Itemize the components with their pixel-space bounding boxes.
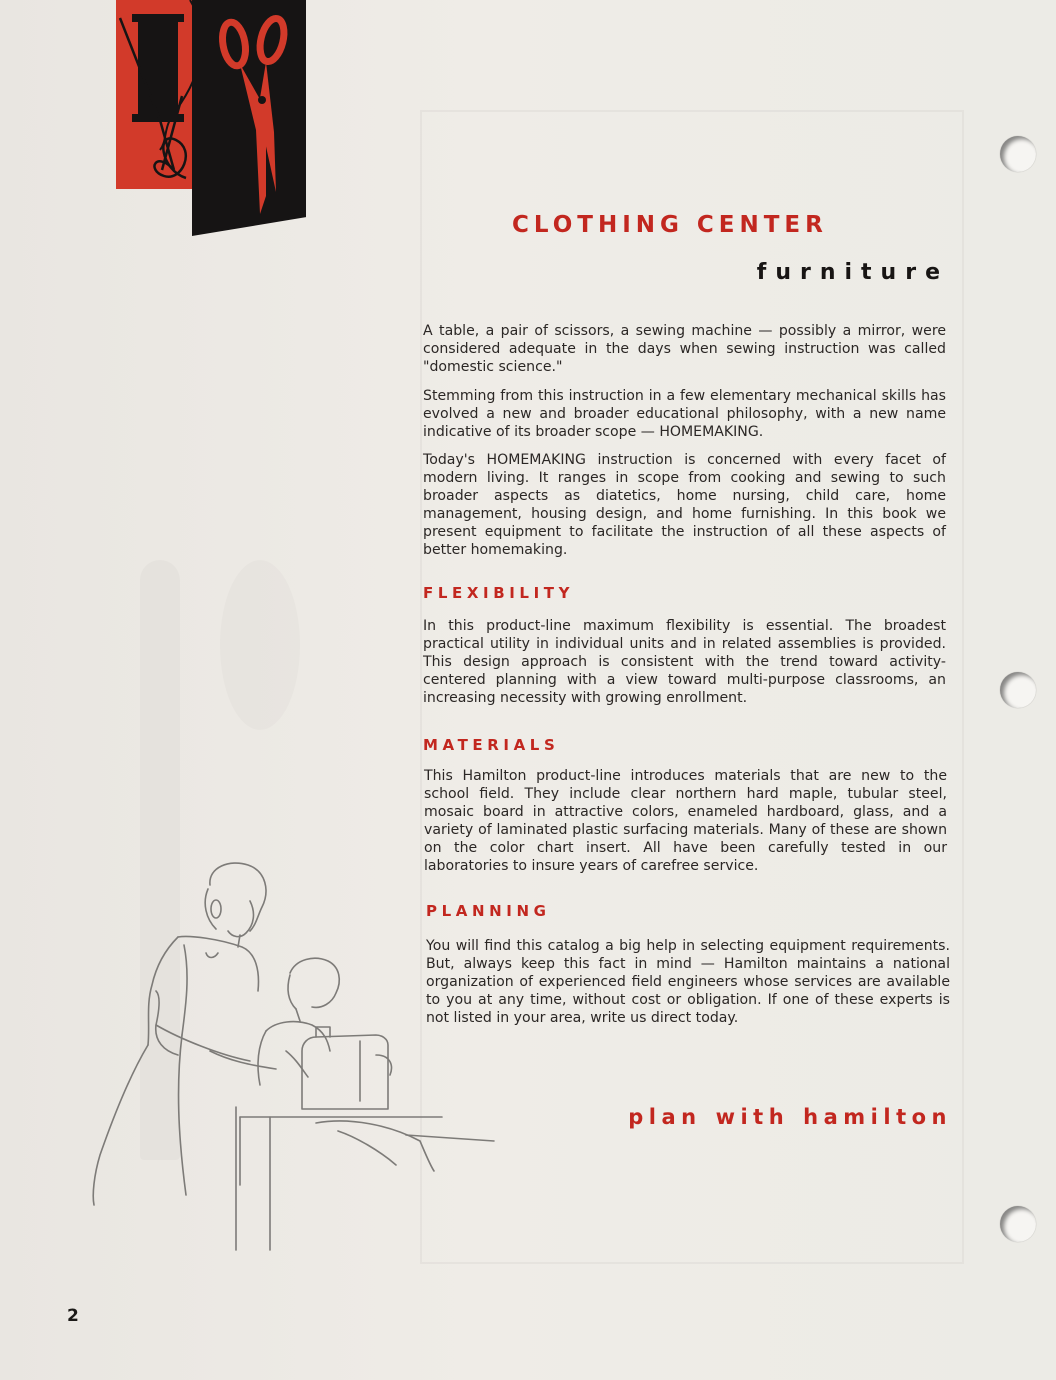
sewing-illustration [90,855,510,1265]
page-title: CLOTHING CENTER [512,212,828,238]
page-number: 2 [67,1306,79,1326]
section-heading-materials: MATERIALS [423,736,560,754]
section-heading-planning: PLANNING [426,902,551,920]
page-subtitle: furniture [756,260,949,285]
slogan [628,1105,952,1129]
section-body-planning: You will find this catalog a big help in selecting equipment requirements. But, always keep this fact in mind — Hamilton maintains a national organization of experienced field engineers whose services are available to you at any time, without cost or obligation. If one of these experts is not listed in your area, write us direct today. [426,938,950,1026]
binder-hole-bottom [1000,1206,1036,1242]
show-through-spoon [220,560,300,730]
scissors-icon [116,0,306,238]
intro-paragraph-2: Stemming from this instruction in a few elementary mechanical skills has evolved a new and broader educational philosophy, with a new name indicative of its broader scope — HOMEMAKING. [423,388,946,440]
slogan-word-1: plan [628,1105,702,1129]
slogan-word-3: hamilton [803,1105,952,1129]
binder-hole-middle [1000,672,1036,708]
binder-hole-top [1000,136,1036,172]
section-body-flexibility: In this product-line maximum flexibility is essential. The broadest practical utility in individual units and in related assemblies is provided. This design approach is consistent with the trend toward activity-centered planning with a view toward multi-purpose classrooms, an increasing necessity with growing enrollment. [423,618,946,706]
intro-paragraph-3: Today's HOMEMAKING instruction is concerned with every facet of modern living. It ranges in scope from cooking and sewing to such broader aspects as diatetics, home nursing, child care, home management, housing design, and home furnishing. In this book we present equipment to facilitate the instruction of all these aspects of better homemaking. [423,452,946,558]
intro-paragraph-1: A table, a pair of scissors, a sewing machine — possibly a mirror, were considered adequate in the days when sewing instruction was called "domestic science." [423,323,946,375]
section-heading-flexibility: FLEXIBILITY [423,584,575,602]
section-body-materials: This Hamilton product-line introduces materials that are new to the school field. They include clear northern hard maple, tubular steel, mosaic board in attractive colors, enameled hardboard, glass, and a variety of laminated plastic surfacing materials. Many of these are shown on the color chart insert. All have been carefully tested in our laboratories to insure years of carefree service. [424,768,947,874]
slogan-word-2: with [715,1105,790,1129]
sewing-emblem [116,0,306,238]
